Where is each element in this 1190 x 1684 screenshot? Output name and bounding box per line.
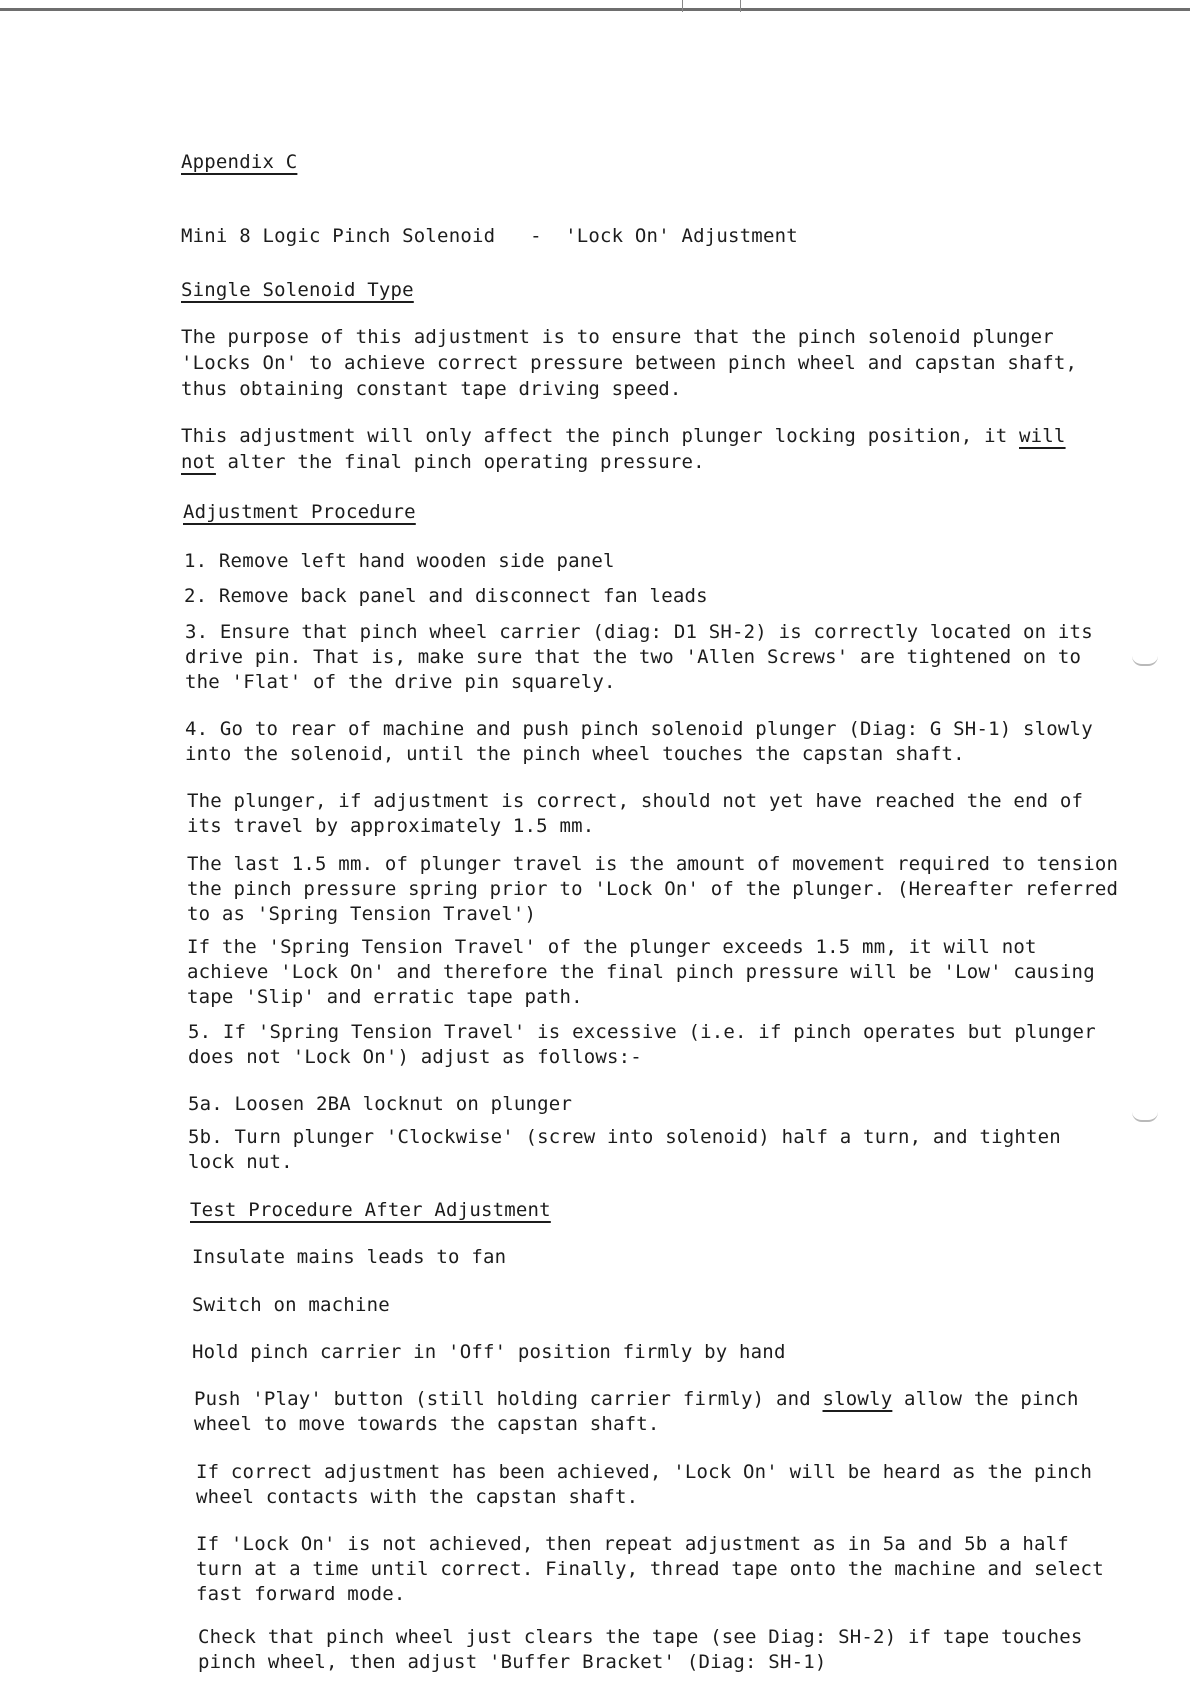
affect-paragraph-line bbox=[181, 450, 705, 474]
test-step-check-line: pinch wheel, then adjust 'Buffer Bracket' (Diag: SH-1) bbox=[198, 1651, 827, 1673]
plunger-paragraph-line: The plunger, if adjustment is correct, should not yet have reached the end of bbox=[187, 790, 1084, 812]
top-border-tick bbox=[740, 0, 741, 12]
emphasis-slowly: slowly bbox=[822, 1388, 893, 1410]
test-step-correct-line: If correct adjustment has been achieved, 'Lock On' will be heard as the pinch bbox=[196, 1461, 1093, 1483]
test-step: Insulate mains leads to fan bbox=[192, 1246, 507, 1268]
step-3-line: the 'Flat' of the drive pin squarely. bbox=[185, 671, 616, 693]
section-heading-test-procedure: Test Procedure After Adjustment bbox=[190, 1199, 551, 1221]
affect-rest: alter the final pinch operating pressure. bbox=[215, 451, 705, 473]
emphasis-not: not bbox=[181, 451, 216, 473]
purpose-line: The purpose of this adjustment is to ensure that the pinch solenoid plunger bbox=[181, 326, 1054, 348]
top-border-rule bbox=[0, 8, 1190, 11]
last-travel-paragraph-line: the pinch pressure spring prior to 'Lock On' of the plunger. (Hereafter referred bbox=[187, 878, 1119, 900]
test-step-play-line: wheel to move towards the capstan shaft. bbox=[194, 1413, 660, 1435]
test-step: Hold pinch carrier in 'Off' position firmly by hand bbox=[192, 1341, 786, 1363]
test-step-repeat-line: fast forward mode. bbox=[196, 1583, 406, 1605]
test-play-prefix: Push 'Play' button (still holding carrier firmly) and bbox=[194, 1388, 823, 1410]
step-5a: 5a. Loosen 2BA locknut on plunger bbox=[188, 1093, 573, 1115]
step-3-line: drive pin. That is, make sure that the two 'Allen Screws' are tightened on to bbox=[185, 646, 1082, 668]
test-step-play-line bbox=[194, 1387, 1079, 1411]
step-5-line: 5. If 'Spring Tension Travel' is excessive (i.e. if pinch operates but plunger bbox=[188, 1021, 1096, 1043]
test-step-repeat-line: turn at a time until correct. Finally, thread tape onto the machine and select bbox=[196, 1558, 1104, 1580]
step-4-line: into the solenoid, until the pinch wheel touches the capstan shaft. bbox=[185, 743, 965, 765]
affect-paragraph-line bbox=[181, 424, 1066, 448]
last-travel-paragraph-line: to as 'Spring Tension Travel') bbox=[187, 903, 537, 925]
punch-hole-mark bbox=[1132, 656, 1158, 666]
test-step-repeat-line: If 'Lock On' is not achieved, then repeat adjustment as in 5a and 5b a half bbox=[196, 1533, 1069, 1555]
appendix-title: Appendix C bbox=[181, 151, 298, 173]
step-5b-line: lock nut. bbox=[188, 1151, 293, 1173]
step-5b-line: 5b. Turn plunger 'Clockwise' (screw into solenoid) half a turn, and tighten bbox=[188, 1126, 1061, 1148]
test-play-rest: allow the pinch bbox=[892, 1388, 1079, 1410]
test-step-correct-line: wheel contacts with the capstan shaft. bbox=[196, 1486, 639, 1508]
exceeds-paragraph-line: tape 'Slip' and erratic tape path. bbox=[187, 986, 583, 1008]
last-travel-paragraph-line: The last 1.5 mm. of plunger travel is the amount of movement required to tension bbox=[187, 853, 1119, 875]
top-border-tick bbox=[682, 0, 683, 12]
test-step: Switch on machine bbox=[192, 1294, 390, 1316]
test-step-check-line: Check that pinch wheel just clears the tape (see Diag: SH-2) if tape touches bbox=[198, 1626, 1083, 1648]
step-3-line: 3. Ensure that pinch wheel carrier (diag: D1 SH-2) is correctly located on its bbox=[185, 621, 1093, 643]
purpose-line: 'Locks On' to achieve correct pressure between pinch wheel and capstan shaft, bbox=[181, 352, 1078, 374]
exceeds-paragraph-line: achieve 'Lock On' and therefore the final pinch pressure will be 'Low' causing bbox=[187, 961, 1095, 983]
step-4-line: 4. Go to rear of machine and push pinch solenoid plunger (Diag: G SH-1) slowly bbox=[185, 718, 1093, 740]
section-heading-adjustment-procedure: Adjustment Procedure bbox=[183, 501, 416, 523]
step-2: 2. Remove back panel and disconnect fan leads bbox=[184, 585, 708, 607]
step-5-line: does not 'Lock On') adjust as follows:- bbox=[188, 1046, 642, 1068]
plunger-paragraph-line: its travel by approximately 1.5 mm. bbox=[187, 815, 595, 837]
purpose-line: thus obtaining constant tape driving speed. bbox=[181, 378, 682, 400]
emphasis-will: will bbox=[1019, 425, 1066, 447]
section-heading-single-solenoid: Single Solenoid Type bbox=[181, 279, 414, 301]
subject-line: Mini 8 Logic Pinch Solenoid - 'Lock On' Adjustment bbox=[181, 225, 798, 247]
step-1: 1. Remove left hand wooden side panel bbox=[184, 550, 615, 572]
exceeds-paragraph-line: If the 'Spring Tension Travel' of the plunger exceeds 1.5 mm, it will not bbox=[187, 936, 1037, 958]
punch-hole-mark bbox=[1132, 1112, 1158, 1122]
affect-prefix: This adjustment will only affect the pinch plunger locking position, it bbox=[181, 425, 1020, 447]
